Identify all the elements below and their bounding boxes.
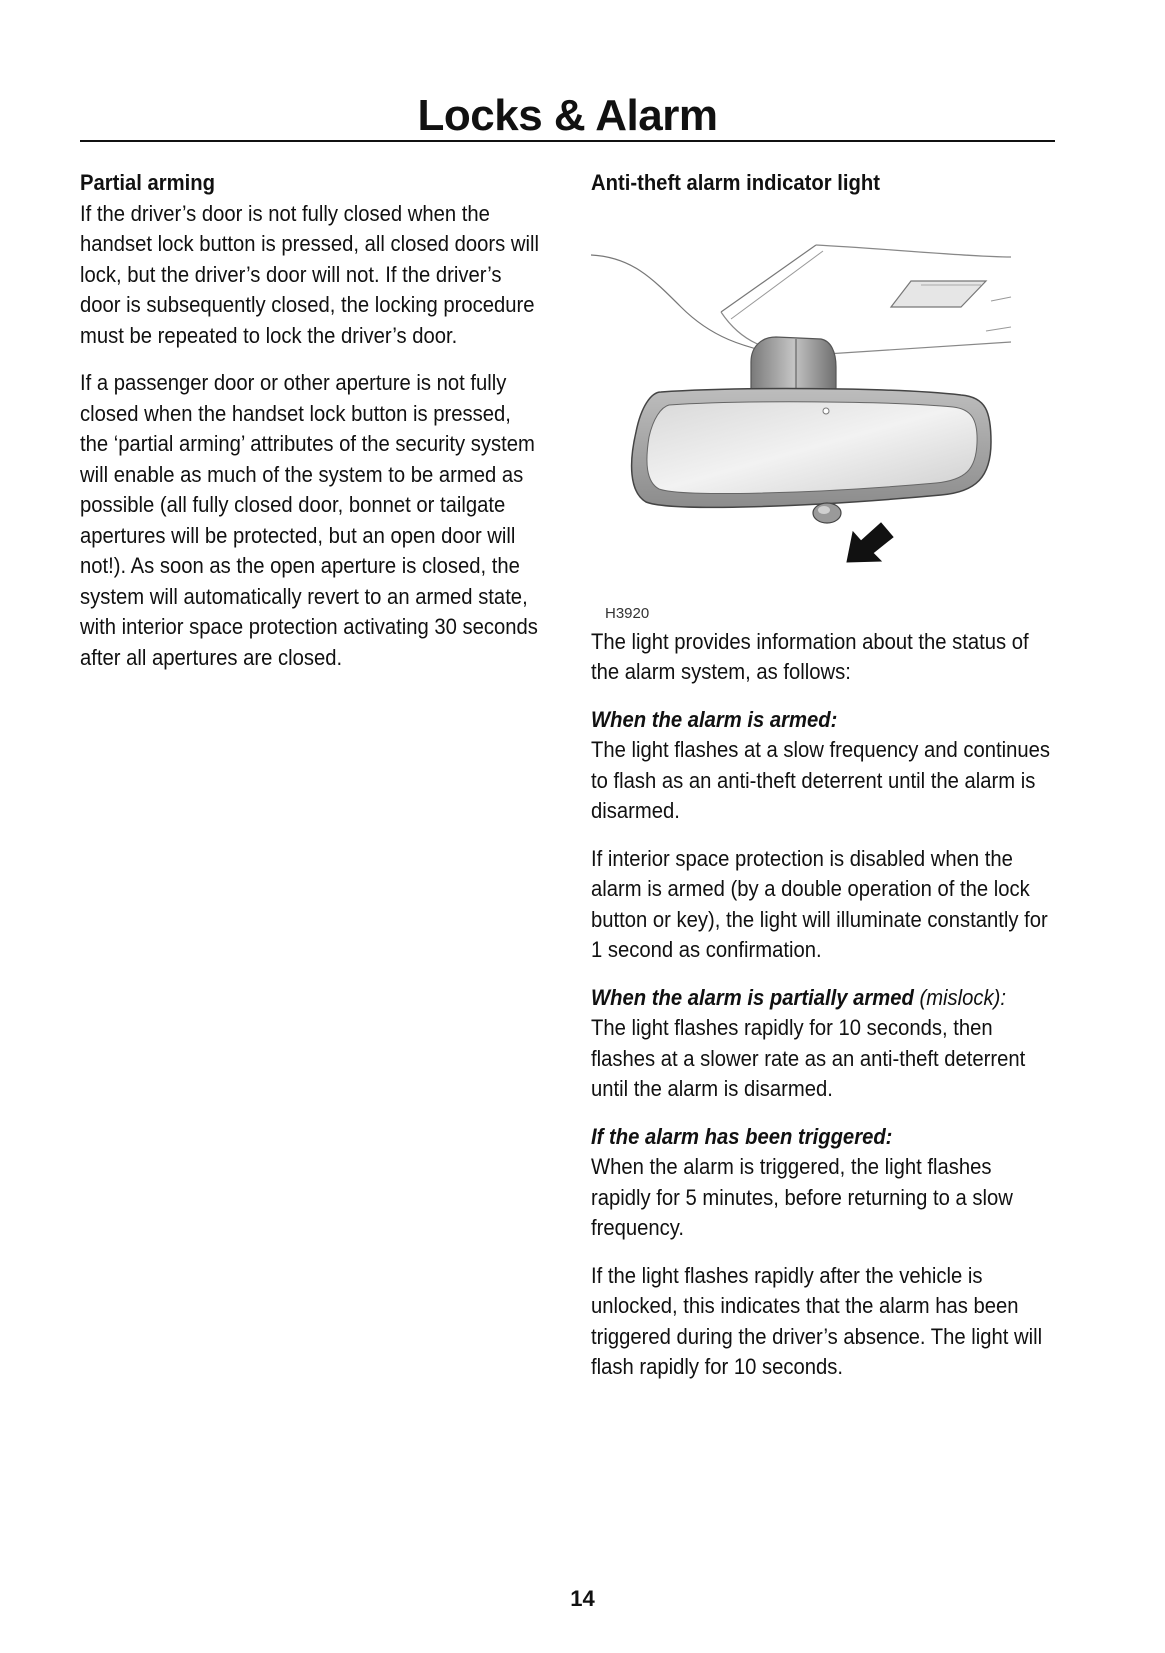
partially-armed-section (591, 983, 1053, 1105)
title-rule (80, 140, 1055, 142)
page-number: 14 (570, 1586, 595, 1611)
mirror-illustration (591, 207, 1051, 627)
armed-heading: When the alarm is armed: (591, 706, 838, 732)
triggered-paragraph: When the alarm is triggered, the light flashes rapidly for 5 minutes, before returning to a slow frequency. (591, 1154, 1013, 1240)
rearview-mirror-drawing (591, 207, 1051, 627)
armed-section (591, 705, 1053, 827)
partially-armed-heading: When the alarm is partially armed (591, 984, 914, 1010)
partial-arming-paragraph-1: If the driver’s door is not fully closed when the handset lock button is pressed, all closed doors will lock, but the driver’s door will not. If the driver’s door is subsequently closed, the locking procedure must be repeated to lock the driver’s door. (80, 200, 540, 348)
partial-arming-section (80, 168, 540, 351)
indicator-light-heading: Anti-theft alarm indicator light (591, 170, 880, 195)
figure-label: H3920 (605, 604, 650, 622)
light-intro-paragraph: The light provides information about the status of the alarm system, as follows: (591, 628, 1029, 684)
partial-arming-heading: Partial arming (80, 170, 215, 195)
page-title: Locks & Alarm (417, 91, 718, 140)
triggered-section (591, 1122, 1053, 1244)
mislock-label: (mislock): (913, 984, 1007, 1010)
triggered-heading: If the alarm has been triggered: (591, 1123, 893, 1149)
right-column (591, 168, 1051, 1400)
left-column (80, 168, 540, 690)
partial-arming-paragraph-2: If a passenger door or other aperture is not fully closed when the handset lock button is pressed, the ‘partial arming’ attributes of the security system will enable as much of the system to be armed as possible (all fully closed door, bonnet or tailgate apertures will be protected, but an open door will not!). As soon as the open aperture is closed, the system will automatically revert to an armed state, with interior space protection activating 30 seconds after all apertures are closed. (80, 370, 538, 670)
unlocked-paragraph: If the light flashes rapidly after the vehicle is unlocked, this indicates that the alarm has been triggered during the driver’s absence. The light will flash rapidly for 10 seconds. (591, 1262, 1043, 1379)
partially-armed-paragraph: The light flashes rapidly for 10 seconds, then flashes at a slower rate as an anti-theft deterrent until the alarm is disarmed. (591, 1015, 1026, 1101)
interior-protection-paragraph: If interior space protection is disabled when the alarm is armed (by a double operation of the lock button or key), the light will illuminate constantly for 1 second as confirmation. (591, 845, 1048, 962)
armed-paragraph: The light flashes at a slow frequency and continues to flash as an anti-theft deterrent until the alarm is disarmed. (591, 737, 1051, 823)
